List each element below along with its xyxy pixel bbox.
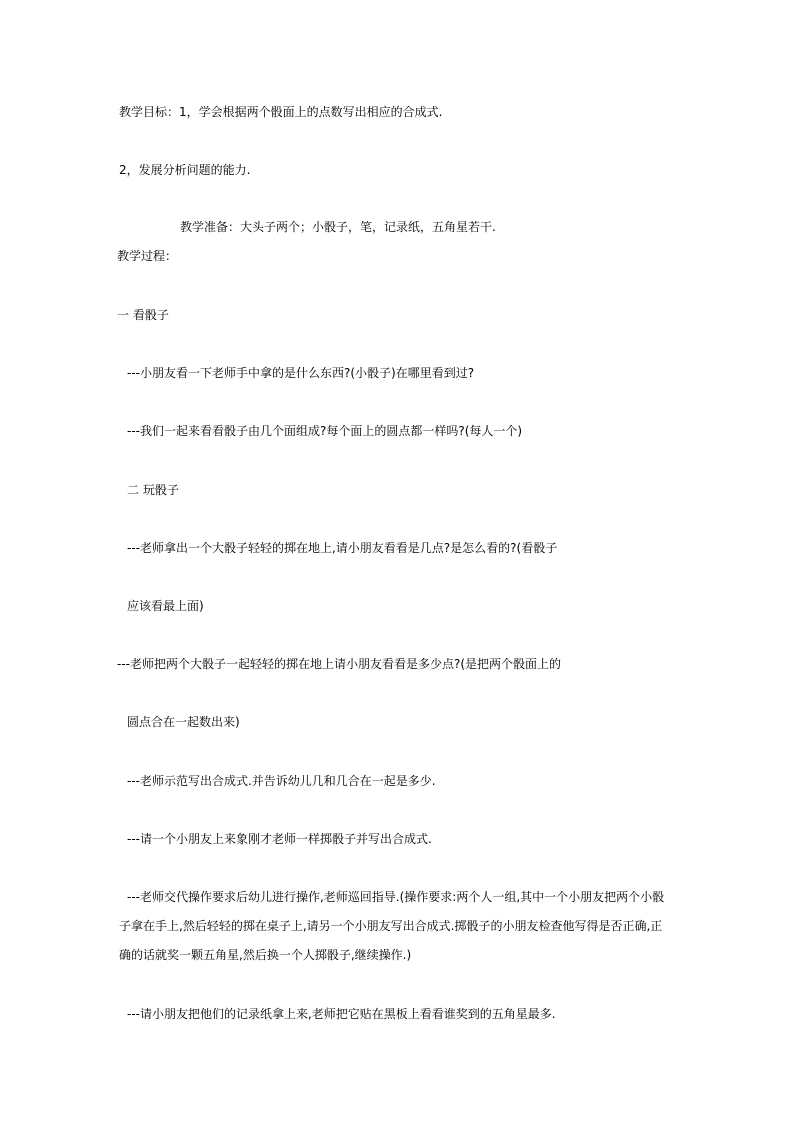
section-2-step-b-line-1: ---老师把两个大骰子一起轻轻的掷在地上请小朋友看看是多少点?(是把两个骰面上的 — [117, 657, 562, 671]
section-2-heading: 二 玩骰子 — [127, 483, 179, 497]
teaching-process-label: 教学过程： — [117, 249, 178, 263]
section-2-step-f: ---请小朋友把他们的记录纸拿上来,老师把它贴在黑板上看看谁奖到的五角星最多. — [127, 1007, 556, 1021]
teaching-goal-1: 教学目标：1，学会根据两个骰面上的点数写出相应的合成式. — [119, 105, 443, 119]
section-2-step-e-line-2: 子拿在手上,然后轻轻的掷在桌子上,请另一个小朋友写出合成式.掷骰子的小朋友检查他写得是否正确,正 — [119, 919, 663, 933]
section-1-question-2: ---我们一起来看看骰子由几个面组成?每个面上的圆点都一样吗?(每人一个) — [127, 424, 523, 438]
section-2-step-e-line-3: 确的话就奖一颗五角星,然后换一个人掷骰子,继续操作.) — [119, 948, 412, 962]
section-1-heading: 一 看骰子 — [117, 308, 169, 322]
section-1-question-1: ---小朋友看一下老师手中拿的是什么东西?(小骰子)在哪里看到过? — [127, 366, 475, 380]
teaching-goal-2: 2，发展分析问题的能力. — [119, 163, 251, 177]
section-2-step-a-line-2: 应该看最上面) — [127, 599, 204, 613]
section-2-step-e-line-1: ---老师交代操作要求后幼儿进行操作,老师巡回指导.(操作要求:两个人一组,其中一个小朋友把两个小骰 — [127, 890, 665, 904]
section-2-step-d: ---请一个小朋友上来象刚才老师一样掷骰子并写出合成式. — [127, 832, 432, 846]
section-2-step-a-line-1: ---老师拿出一个大骰子轻轻的掷在地上,请小朋友看看是几点?是怎么看的?(看骰子 — [127, 541, 558, 555]
section-2-step-b-line-2: 圆点合在一起数出来) — [127, 715, 240, 729]
teaching-preparation: 教学准备：大头子两个；小骰子，笔，记录纸，五角星若干. — [180, 220, 496, 234]
section-2-step-c: ---老师示范写出合成式.并告诉幼儿几和几合在一起是多少. — [127, 774, 436, 788]
